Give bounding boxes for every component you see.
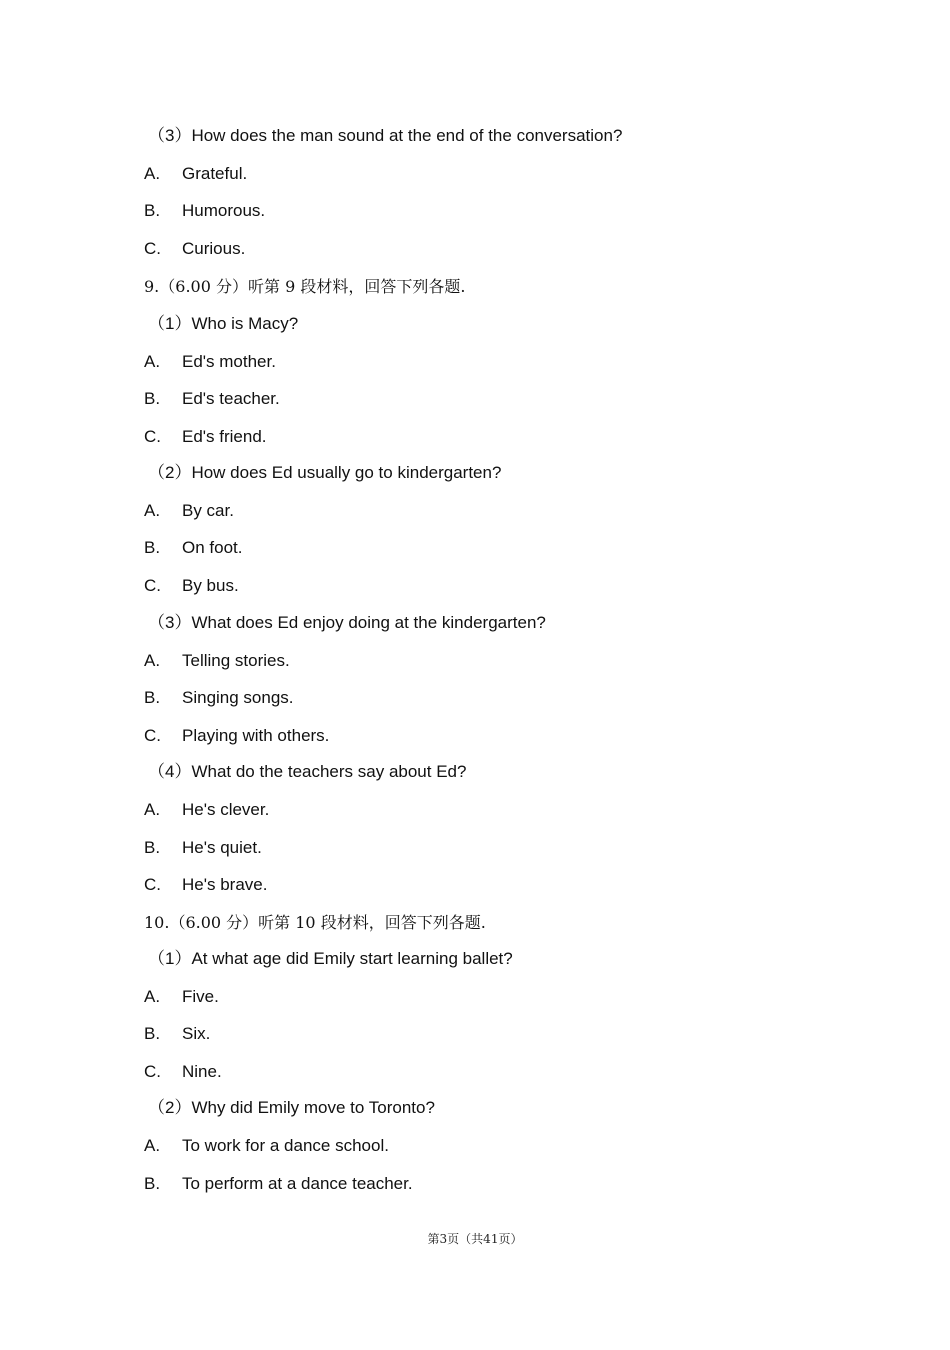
option-letter: B.	[144, 389, 161, 408]
option-text: He's clever.	[182, 800, 270, 819]
option-letter: A.	[144, 501, 161, 520]
option-text: Telling stories.	[182, 651, 290, 670]
option-letter: C.	[144, 239, 161, 258]
question-text: （2）Why did Emily move to Toronto?	[148, 1098, 435, 1117]
answer-option	[144, 537, 242, 559]
option-letter: C.	[144, 1062, 161, 1081]
option-letter: A.	[144, 164, 161, 183]
question-text: （2）How does Ed usually go to kindergarten?	[148, 463, 502, 482]
section-heading: 10.（6.00 分）听第 10 段材料，回答下列各题.	[144, 913, 486, 932]
option-letter: A.	[144, 1136, 161, 1155]
option-letter: B.	[144, 1174, 161, 1193]
option-text: He's brave.	[182, 875, 268, 894]
option-text: Humorous.	[182, 201, 266, 220]
option-text: Ed's mother.	[182, 352, 276, 371]
option-letter: B.	[144, 538, 161, 557]
option-text: Ed's friend.	[182, 427, 267, 446]
option-text: Playing with others.	[182, 726, 330, 745]
option-letter: B.	[144, 1024, 161, 1043]
question-text: （3）How does the man sound at the end of the conversation?	[148, 126, 623, 145]
answer-option	[144, 1173, 413, 1195]
answer-option	[144, 426, 267, 448]
option-text: Six.	[182, 1024, 211, 1043]
answer-option	[144, 986, 219, 1008]
answer-option	[144, 1061, 222, 1083]
answer-option	[144, 575, 239, 597]
option-text: To work for a dance school.	[182, 1136, 389, 1155]
answer-option	[144, 238, 245, 260]
answer-option	[144, 687, 294, 709]
option-text: By car.	[182, 501, 234, 520]
option-letter: A.	[144, 352, 161, 371]
option-letter: B.	[144, 201, 161, 220]
option-text: Grateful.	[182, 164, 248, 183]
option-letter: C.	[144, 427, 161, 446]
option-text: By bus.	[182, 576, 239, 595]
question-text: （3）What does Ed enjoy doing at the kindergarten?	[148, 613, 546, 632]
option-letter: C.	[144, 576, 161, 595]
option-text: On foot.	[182, 538, 243, 557]
answer-option	[144, 1023, 210, 1045]
answer-option	[144, 799, 269, 821]
answer-option	[144, 650, 290, 672]
option-text: Nine.	[182, 1062, 222, 1081]
question-text: （4）What do the teachers say about Ed?	[148, 762, 467, 781]
answer-option	[144, 837, 262, 859]
option-letter: A.	[144, 800, 161, 819]
option-text: Ed's teacher.	[182, 389, 280, 408]
option-text: He's quiet.	[182, 838, 262, 857]
answer-option	[144, 351, 276, 373]
option-text: Five.	[182, 987, 219, 1006]
option-letter: C.	[144, 875, 161, 894]
answer-option	[144, 200, 265, 222]
answer-option	[144, 500, 234, 522]
answer-option	[144, 874, 267, 896]
answer-option	[144, 388, 280, 410]
option-letter: A.	[144, 651, 161, 670]
answer-option	[144, 725, 329, 747]
question-text: （1）Who is Macy?	[148, 314, 299, 333]
option-letter: B.	[144, 688, 161, 707]
page-footer: 第3页（共41页）	[427, 1232, 523, 1246]
answer-option	[144, 163, 247, 185]
option-text: To perform at a dance teacher.	[182, 1174, 413, 1193]
option-text: Curious.	[182, 239, 246, 258]
section-heading: 9.（6.00 分）听第 9 段材料，回答下列各题.	[144, 277, 466, 296]
question-text: （1）At what age did Emily start learning ballet?	[148, 949, 513, 968]
option-letter: B.	[144, 838, 161, 857]
answer-option	[144, 1135, 389, 1157]
option-text: Singing songs.	[182, 688, 294, 707]
option-letter: C.	[144, 726, 161, 745]
option-letter: A.	[144, 987, 161, 1006]
